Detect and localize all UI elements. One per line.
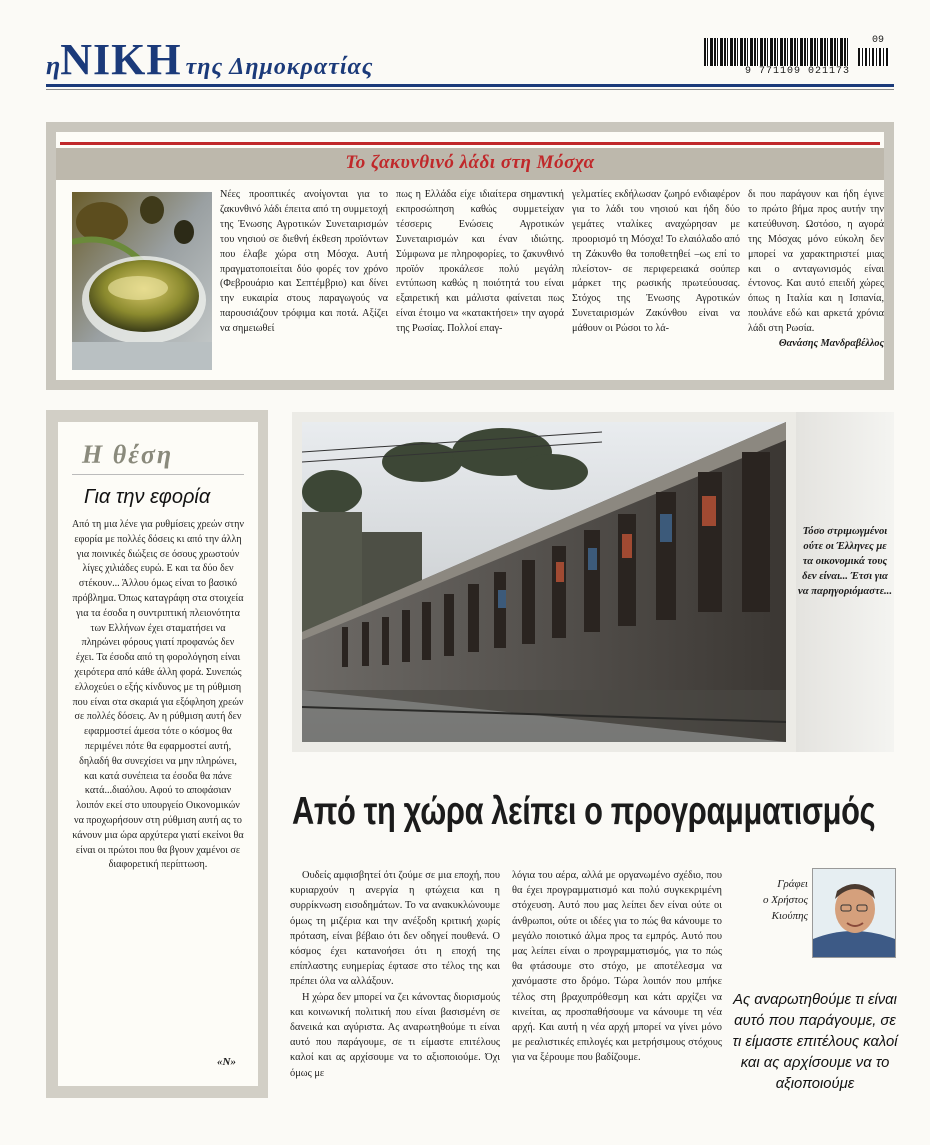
oil-column-2 <box>396 188 564 337</box>
main-paragraph-3: λόγια του αέρα, αλλά με οργανωμένο σχέδιο, που θα έχει προγραμματισμό και πολύ συγκεκριμένη στόχευση. Αυτό που μας λείπει δεν είναι ούτε οι άνθρωποι, ούτε οι ιδέες για το πώς θα κάνουμε το μεγάλο ποιοτικό άλμα προς τα εμπρός. Αυτό που μας λείπει είναι ο προγραμματισμός, για το πώς θα φτάσουμε στο στόχο, με αποτέλεσμα να χανόμαστε στο δρόμο. Τώρα λοιπόν που μπήκε τέλος στη βραχυπρόθεσμη και κάτι αρχίζει να κινείται, ας προσπαθήσουμε να κάνουμε τη νέα αρχή. Και αυτή η νέα αρχή μπορεί να γίνει μόνο με ρεαλιστικές επιλογές και μετρήσιμους στόχους για να ξέρουμε που βαδίζουμε. <box>512 870 722 1064</box>
main-column-1 <box>290 868 500 1081</box>
opinion-headline: Για την εφορία <box>84 486 211 508</box>
main-column-2 <box>512 868 722 1066</box>
masthead-rule <box>46 84 894 87</box>
oil-column-4-text: δι που παράγουν και ήδη έγινε το πρώτο βήμα προς αυτήν την κατεύθυνση. Ωστόσο, η αγορά της Μόσχας μόνο εύκολη δεν μπορεί να χαρακτηριστεί μιας και ο ανταγωνισμός είναι έντονος. Και αυτό επειδή χώρες όπως η Ιταλία και η Ισπανία, πουλάνε εδώ και αρκετά χρόνια λάδι στη Ρωσία. <box>748 189 884 335</box>
opinion-rule <box>72 474 244 475</box>
red-rule <box>60 142 880 145</box>
addon-barcode-icon <box>858 48 890 66</box>
logo-suffix: της Δημοκρατίας <box>185 54 374 80</box>
photo-frame <box>292 412 796 752</box>
main-paragraph-1: Ουδείς αμφισβητεί ότι ζούμε σε μια εποχή, που κυριαρχούν η ανεργία η φτώχεια και η συρρίκνωση εισοδημάτων. Το να ανακυκλώνουμε όμως τη μιζέρια και την ανέξοδη κριτική χωρίς πρόταση, είναι βέβαιο ότι δεν οδηγεί πουθενά. Ο κόσμος έχει κατανοήσει ότι η εποχή της επίπλαστης ευημερίας έφτασε στο τέλος της και πρέπει όλα να αλλάξουν. <box>290 870 500 988</box>
main-paragraph-2: Η χώρα δεν μπορεί να ζει κάνοντας διορισμούς και κοινωνική πολιτική που είναι βασισμένη σε δανεικά και αγύριστα. Ας αναρωτηθούμε τι είναι αυτό που παράγουμε, σε τι είμαστε επιτέλους καλοί και ας αρχίσουμε να το αξιοποιούμε. Όχι όμως με <box>290 991 500 1079</box>
author-credit <box>730 876 808 924</box>
oil-byline: Θανάσης Μανδραβέλλος <box>778 338 884 350</box>
oil-article-box <box>46 122 894 390</box>
issue-code: 09 <box>871 35 884 46</box>
oil-article-title: Το ζακυνθινό λάδι στη Μόσχα <box>345 152 595 173</box>
masthead <box>46 28 894 92</box>
opinion-box <box>46 410 268 1098</box>
main-headline: Από τη χώρα λείπει ο προγραμματισμός <box>292 790 876 833</box>
opinion-body: Από τη μια λένε για ρυθμίσεις χρεών στην εφορία με πολλές δόσεις κι από την άλλη για ποινικές διώξεις σε όσους χρωστούν λίγες χιλιάδες ευρώ. Ε και τα δύο δεν στέκουν... Άλλου όμως είναι το βασικό πρόβλημα. Όπως καταγράφη στα στοιχεία για τα έσοδα η συντριπτική πλειονότητα των Ελλήνων έχει σταματήσει να πληρώνει φόρους γιατί προφανώς δεν έχει. Τα έσοδα από τη φορολόγηση είναι χειρότερα από κάθε άλλη φορά. Συνεπώς ελλοχεύει ο εξής κίνδυνος με τη ρύθμιση που είναι στα σκαριά για εξόφληση χρεών σε πολλές δόσεις. Αν η ρύθμιση αυτή δεν εφαρμοστεί άμεσα τότε ο κόσμος θα περιμένει πότε θα εφαρμοστεί αυτή, δηλαδή θα συνεχίσει να μην πληρώνει, και κατά συνέπεια τα έσοδα θα πάνε κατά...διαόλου. Αφού το αποφάσιαν λοιπόν εκεί στο υπουργείο Οικονομικών να προχωρήσουν στη ρύθμιση αυτή ας το κάνουν μια ώρα αρχύτερα γιατί εκείνοι θα είναι οι πρώτοι που θα βγουν χαμένοι σε διαφορετική περίπτωση. <box>72 519 244 871</box>
barcode-icon <box>704 38 850 66</box>
logo-main: ΝΙΚΗ <box>60 35 182 84</box>
oil-column-2-text: πως η Ελλάδα είχε ιδιαίτερα σημαντική εκπροσώπηση καθώς συμμετείχαν τέσσερις Ενώσεις Αγροτικών Συνεταιρισμών και έναν ιδιώτης. Σύμφωνα με πληροφορίες, το ζακυνθινό προϊόν προκάλεσε πολύ μεγάλη εντύπωση καθώς η ποιότητά του είναι εξαιρετική και μάλιστα φαίνεται πως είναι έτοιμο να «κατακτήσει» την αγορά της Ρωσίας. Πολλοί επαγ- <box>396 189 564 335</box>
oil-article <box>56 132 884 380</box>
barcode-number: 9 771109 021173 <box>744 66 850 77</box>
olive-oil-photo <box>72 192 212 370</box>
oil-column-3 <box>572 188 740 337</box>
masthead-rule-thin <box>46 89 894 90</box>
newspaper-logo <box>46 34 374 85</box>
logo-prefix: η <box>46 51 61 80</box>
opinion-signature: «Ν» <box>217 1056 236 1068</box>
oil-column-3-text: γελματίες εκδήλωσαν ζωηρό ενδιαφέρον για το λάδι του νησιού και ήδη δύο γεμάτες νταλίκες αναχώρησαν με προορισμό τη Μόσχα! Το ελαιόλαδο από τη Ζάκυνθο θα τοποθετηθεί –ως επί το πλείστον- σε περιφερειακά σούπερ μάρκετ της ρωσικής πρωτεύουσας. Στόχος της Ένωσης Αγροτικών Συνεταιρισμών Ζακύνθου είναι να μάθουν οι Ρώσοι το λά- <box>572 189 740 335</box>
oil-column-1 <box>220 188 388 337</box>
pull-quote: Ας αναρωτηθούμε τι είναι αυτό που παράγουμε, σε τι είμαστε επιτέλους καλοί και ας αρχίσουμε να το αξιοποιούμε <box>732 992 898 1092</box>
author-name: ο Χρήστος Κιούπης <box>762 894 808 922</box>
photo-caption: Τόσο στριμωγμένοι ούτε οι Έλληνες με τα οικονομικά τους δεν είναι... Έτσι για να παρηγοριόμαστε... <box>798 526 892 597</box>
opinion-column <box>58 422 258 1086</box>
author-label: Γράφει <box>777 878 808 890</box>
oil-column-1-text: Νέες προοπτικές ανοίγονται για το ζακυνθινό λάδι έπειτα από τη συμμετοχή της Ένωσης Αγροτικών Συνεταιρισμών του νησιού σε διεθνή έκθεση προϊόντων που έλαβε χώρα στη Μόσχα. Αυτή πραγματοποιείται δύο φορές τον χρόνο (Φεβρουάριο και Σεπτέμβριο) και δίνει την ευκαιρία στους παραγωγούς να παρουσιάζουν τρόφιμα και ποτά. Αξίζει να σημειωθεί <box>220 189 388 335</box>
crowded-train-photo <box>302 422 786 742</box>
oil-column-4 <box>748 188 884 352</box>
author-photo <box>812 868 896 958</box>
opinion-kicker: Η θέση <box>82 440 174 469</box>
